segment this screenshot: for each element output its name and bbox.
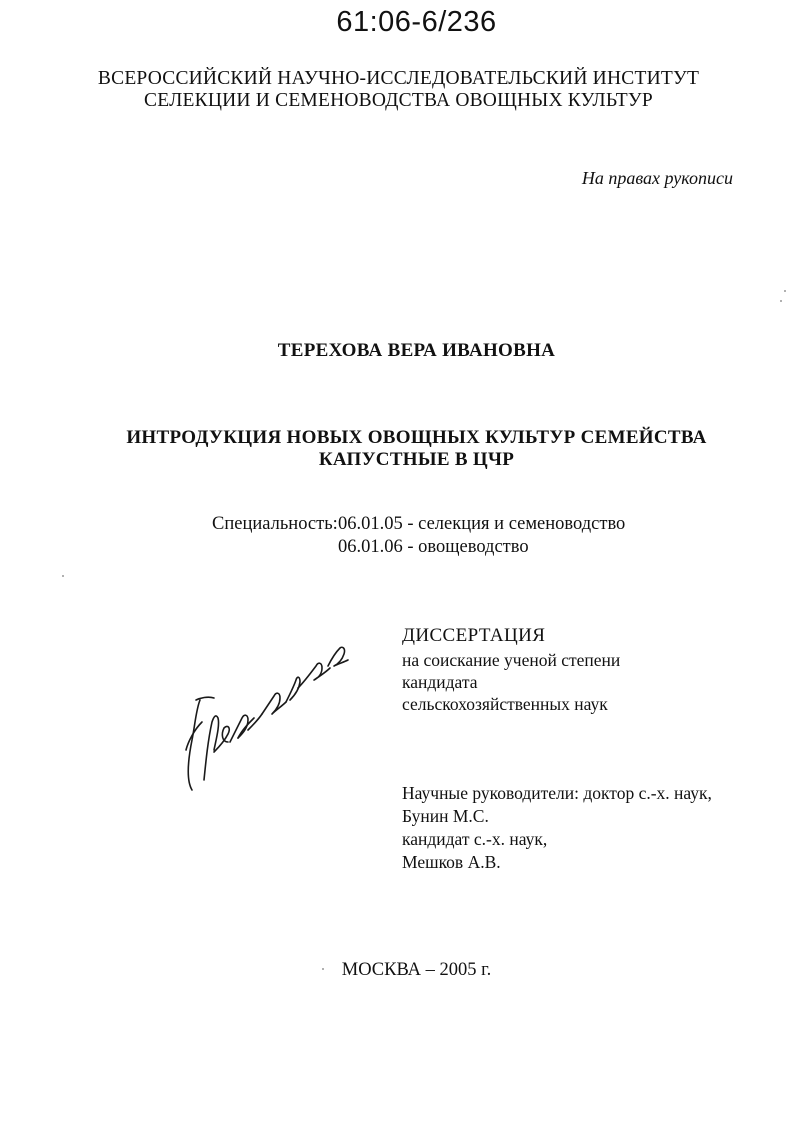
supervisors-line-3: кандидат с.-х. наук, — [402, 829, 548, 849]
specialty-line-1: 06.01.05 - селекция и семеноводство — [338, 514, 626, 534]
title-line-1: ИНТРОДУКЦИЯ НОВЫХ ОВОЩНЫХ КУЛЬТУР СЕМЕЙСТВА — [126, 427, 707, 448]
dissertation-heading: ДИССЕРТАЦИЯ — [402, 625, 546, 646]
degree-line-3: сельскохозяйственных наук — [402, 694, 608, 714]
scan-speck — [62, 575, 64, 577]
city-year: МОСКВА – 2005 г. — [341, 960, 492, 980]
handwritten-signature — [178, 630, 353, 800]
supervisors-line-4: Мешков А.В. — [402, 852, 501, 872]
institute-name — [0, 68, 797, 112]
dissertation-title — [18, 427, 797, 471]
specialty-label: Специальность: — [212, 514, 338, 534]
institute-line-1: ВСЕРОССИЙСКИЙ НАУЧНО-ИССЛЕДОВАТЕЛЬСКИЙ ИНСТИТУТ — [97, 68, 700, 89]
author-name: ТЕРЕХОВА ВЕРА ИВАНОВНА — [277, 340, 556, 361]
supervisors-line-1: Научные руководители: доктор с.-х. наук, — [402, 783, 712, 803]
institute-line-2: СЕЛЕКЦИИ И СЕМЕНОВОДСТВА ОВОЩНЫХ КУЛЬТУР — [144, 90, 653, 111]
degree-line-1: на соискание ученой степени — [402, 650, 621, 670]
catalog-number: 61:06-6/236 — [336, 6, 497, 38]
scan-speck — [780, 300, 782, 302]
supervisors-line-2: Бунин М.С. — [402, 806, 489, 826]
scan-speck — [322, 968, 324, 970]
specialty-line-2: 06.01.06 - овощеводство — [338, 537, 529, 557]
degree-line-2: кандидата — [402, 672, 478, 692]
title-line-2: КАПУСТНЫЕ В ЦЧР — [318, 449, 515, 470]
scan-speck — [784, 290, 786, 292]
manuscript-note: На правах рукописи — [581, 168, 733, 188]
